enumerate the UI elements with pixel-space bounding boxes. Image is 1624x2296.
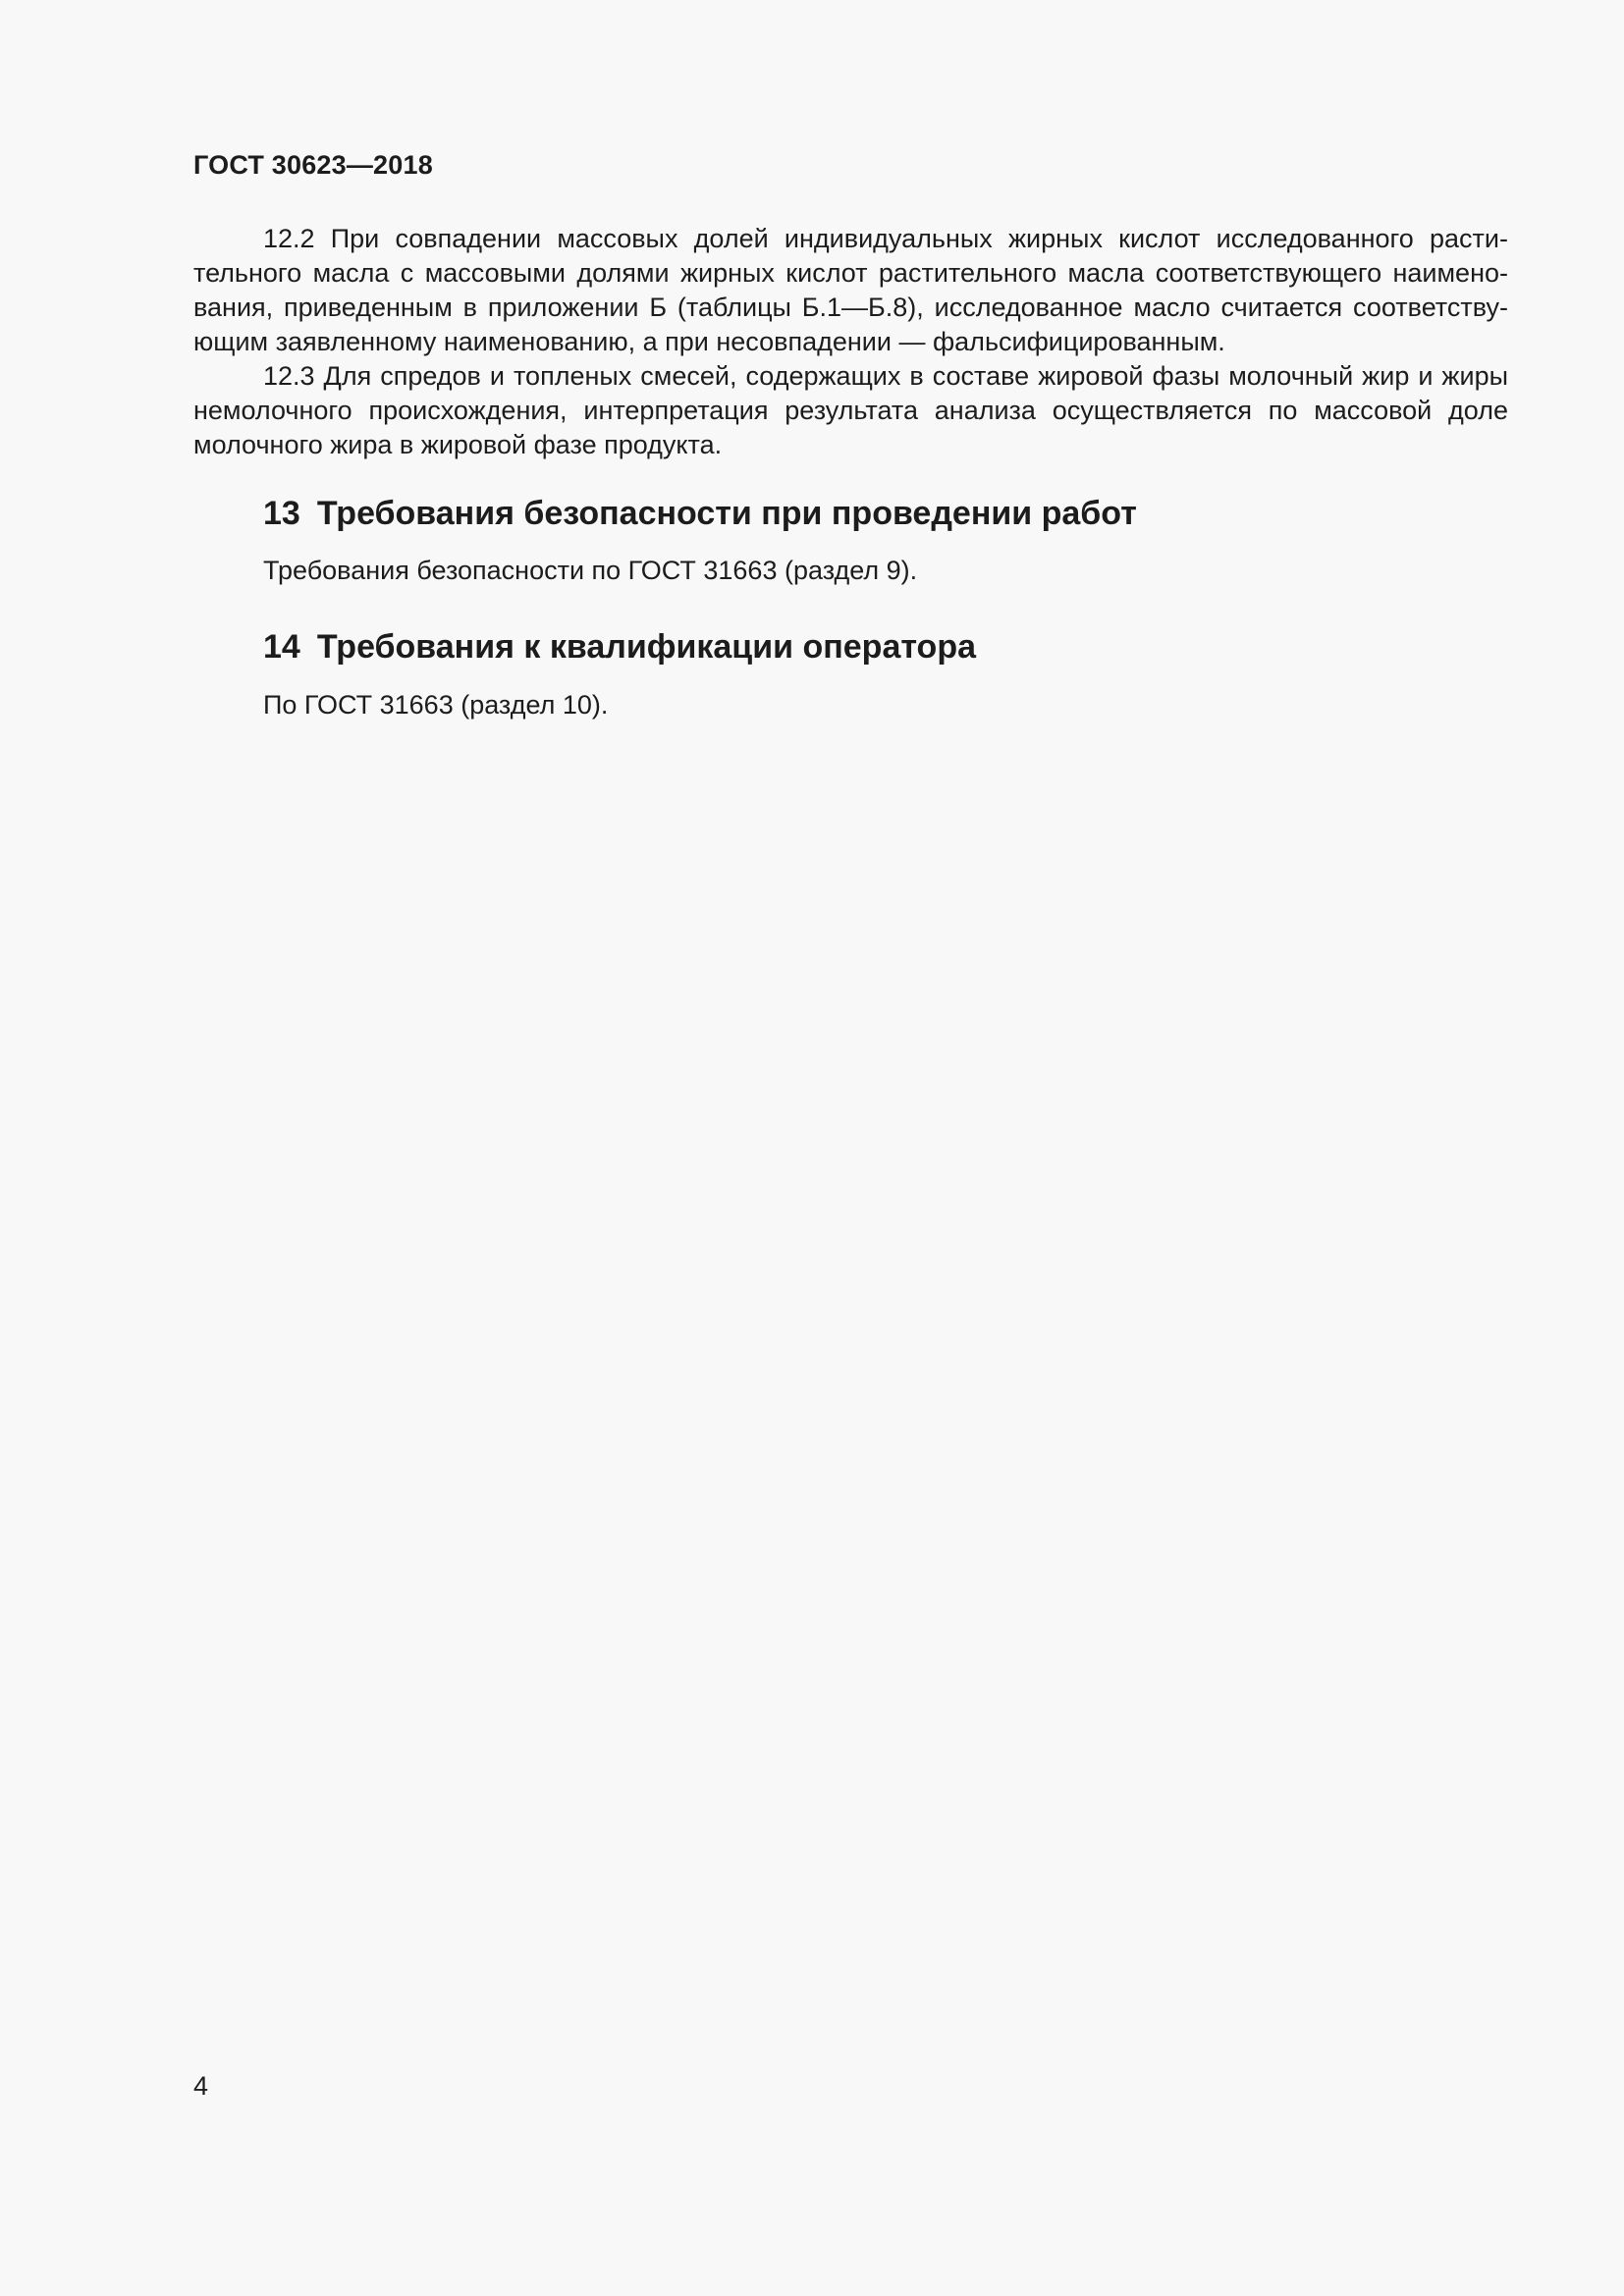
running-header: ГОСТ 30623—2018 xyxy=(193,150,433,180)
section-14-title: Требования к квалификации оператора xyxy=(316,628,976,666)
section-13-heading xyxy=(263,492,1137,535)
section-13-title: Требования безопасности при проведении работ xyxy=(316,495,1137,532)
paragraph-12-3: 12.3 Для спредов и топленых смесей, содержащих в составе жировой фазы молочный жир и жиры немолочного происхождения, интерпретация результата анализа осуществляется по массовой доле молочного жира в жировой фазе продукта. xyxy=(193,361,1508,459)
paragraph-12-2: 12.2 При совпадении массовых долей индивидуальных жирных кислот исследованного растительного масла с массовыми долями жирных кислот растительного масла соответствующего наименования, приведенным в приложении Б (таблицы Б.1—Б.8), исследованное масло считается соответствующим заявленному наименованию, а при несовпадении — фальсифицированным. xyxy=(193,224,1508,356)
section-13-number: 13 xyxy=(263,495,300,532)
page-number: 4 xyxy=(193,2071,209,2101)
section-13-text: Требования безопасности по ГОСТ 31663 (раздел 9). xyxy=(263,556,918,585)
section-14-text: По ГОСТ 31663 (раздел 10). xyxy=(263,690,609,720)
section-14-heading xyxy=(263,625,976,668)
section-14-number: 14 xyxy=(263,628,300,666)
body-text xyxy=(193,222,1508,462)
